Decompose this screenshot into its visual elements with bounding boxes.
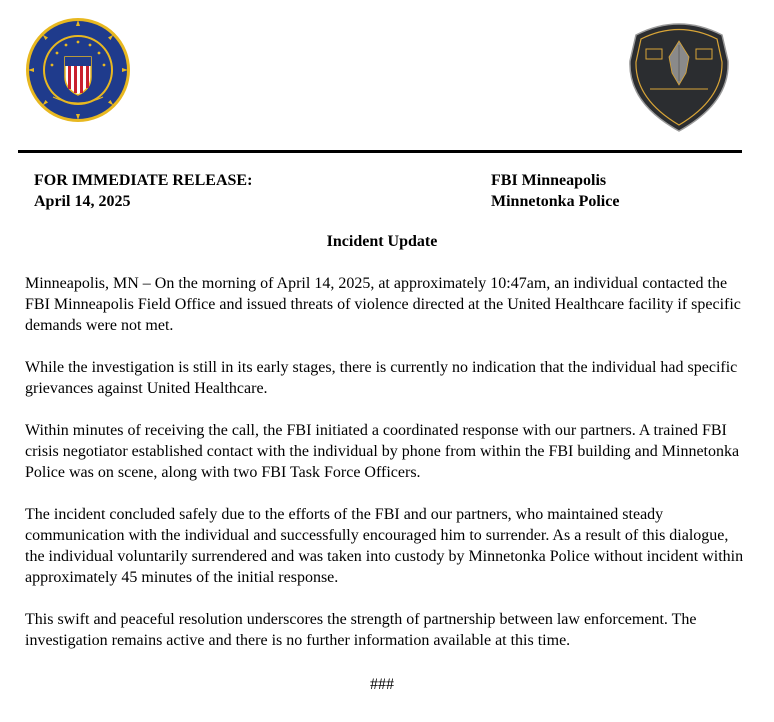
agency-fbi-minneapolis: FBI Minneapolis	[491, 172, 607, 189]
fbi-seal-icon	[25, 17, 131, 123]
paragraph: This swift and peaceful resolution underscores the strength of partnership between law enforcement. The investigation remains active and there is no further information available at this time.	[25, 611, 697, 649]
paragraph: Within minutes of receiving the call, the FBI initiated a coordinated response with our partners. A trained FBI crisis negotiator established contact with the individual by phone from within the FBI building and Minnetonka Police was on scene, along with two FBI Task Force Officers.	[25, 422, 740, 481]
agency-minnetonka-police: Minnetonka Police	[491, 193, 620, 210]
paragraph: While the investigation is still in its early stages, there is currently no indication that the individual had specific grievances against United Healthcare.	[25, 359, 738, 397]
minnetonka-police-patch-icon	[628, 17, 730, 133]
agency-block	[491, 170, 619, 212]
end-mark: ###	[370, 676, 394, 693]
release-body	[25, 273, 745, 672]
release-label: FOR IMMEDIATE RELEASE:	[34, 172, 253, 189]
letterhead	[0, 0, 774, 152]
release-date: April 14, 2025	[34, 193, 131, 210]
paragraph: The incident concluded safely due to the efforts of the FBI and our partners, who maintained steady communication with the individual and successfully encouraged him to surrender. As a result of this dialogue, the individual voluntarily surrendered and was taken into custody by Minnetonka Police without incident within approximately 45 minutes of the initial response.	[25, 506, 744, 586]
document-title: Incident Update	[326, 233, 438, 250]
release-block	[34, 170, 252, 212]
paragraph: Minneapolis, MN – On the morning of April 14, 2025, at approximately 10:47am, an individual contacted the FBI Minneapolis Field Office and issued threats of violence directed at the United Healthcare facility if specific demands were not met.	[25, 275, 741, 334]
header-rule	[18, 150, 742, 153]
